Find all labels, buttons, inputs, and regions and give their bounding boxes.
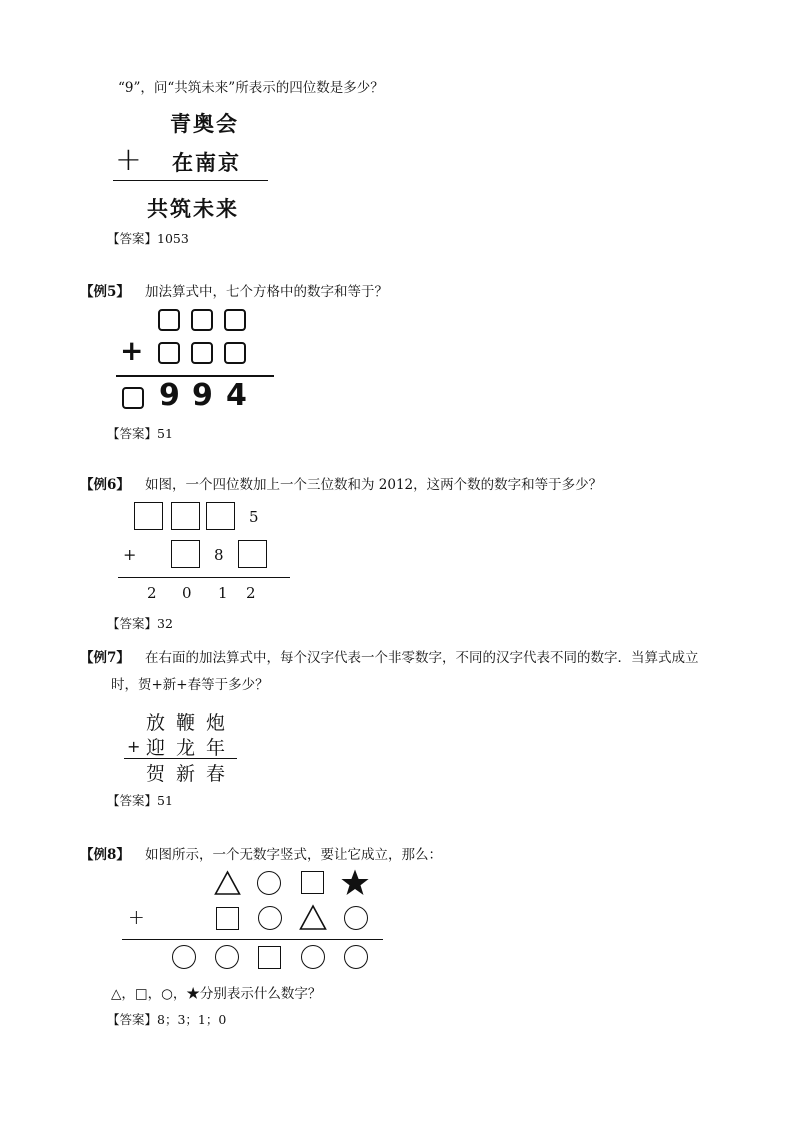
ex5-box-b3: [224, 342, 246, 364]
ex8-triangle-icon: [299, 904, 327, 931]
ex6-row1-digit: 5: [249, 508, 259, 526]
ex5-plus-sign: +: [120, 334, 144, 367]
ex6-result-digit-1: 2: [147, 584, 157, 602]
intro-question: “9”，问“共筑未来”所表示的四位数是多少？: [118, 80, 384, 96]
ex8-question: 如图所示，一个无数字竖式，要让它成立，那么：: [145, 847, 442, 863]
intro-sum-line: [113, 180, 268, 181]
ex7-result-char-2: 新: [176, 763, 196, 785]
ex7-question-line1: 在右面的加法算式中，每个汉字代表一个非零数字，不同的汉字代表不同的数字．当算式成立: [145, 650, 699, 666]
ex7-row2-char-2: 龙: [176, 737, 196, 759]
ex5-box-a1: [158, 309, 180, 331]
ex7-row1-char-2: 鞭: [176, 712, 196, 734]
ex7-result-char-3: 春: [206, 763, 226, 785]
ex5-sum-line: [116, 375, 274, 377]
ex8-sum-line: [122, 939, 383, 940]
ex7-row2-char-1: 迎: [146, 737, 166, 759]
ex8-square-icon: [301, 871, 324, 894]
ex5-result-digit-1: 9: [159, 378, 180, 413]
ex6-box-b2: [238, 540, 267, 568]
ex8-circle-icon: [172, 945, 196, 969]
ex5-box-b2: [191, 342, 213, 364]
ex7-row1-char-3: 炮: [206, 712, 226, 734]
intro-answer: 【答案】1053: [107, 231, 189, 246]
ex7-question-line2: 时，贺+新+春等于多少？: [111, 677, 269, 693]
ex5-result-digit-2: 9: [192, 378, 213, 413]
ex8-follow-up: △，□，○，★分别表示什么数字？: [111, 986, 322, 1002]
ex6-answer: 【答案】32: [107, 616, 173, 631]
ex6-box-a1: [134, 502, 163, 530]
ex6-result-digit-3: 1: [218, 584, 228, 602]
ex8-circle-icon: [344, 906, 368, 930]
ex6-result-digit-2: 0: [182, 584, 192, 602]
ex6-label: 【例6】: [80, 477, 130, 493]
ex7-row2-char-3: 年: [206, 737, 226, 759]
ex5-box-b1: [158, 342, 180, 364]
ex8-triangle-icon: [214, 870, 241, 896]
ex6-box-b1: [171, 540, 200, 568]
ex5-result-digit-3: 4: [226, 378, 247, 413]
ex8-plus-sign: +: [128, 905, 145, 929]
ex7-answer: 【答案】51: [107, 793, 173, 808]
ex8-circle-icon: [258, 906, 282, 930]
ex5-label: 【例5】: [80, 284, 130, 300]
intro-row2: 在南京: [172, 150, 241, 175]
ex5-question: 加法算式中，七个方格中的数字和等于？: [145, 284, 388, 300]
intro-plus-sign: +: [115, 140, 142, 178]
ex8-answer: 【答案】8；3；1；0: [107, 1012, 227, 1027]
ex6-plus-sign: +: [123, 545, 137, 564]
ex5-box-a3: [224, 309, 246, 331]
ex7-label: 【例7】: [80, 650, 130, 666]
ex5-answer: 【答案】51: [107, 426, 173, 441]
ex8-circle-icon: [215, 945, 239, 969]
ex5-box-a2: [191, 309, 213, 331]
ex8-label: 【例8】: [80, 847, 130, 863]
ex6-result-digit-4: 2: [246, 584, 256, 602]
ex8-star-icon: [340, 868, 370, 897]
ex8-circle-icon: [344, 945, 368, 969]
ex8-square-icon: [216, 907, 239, 930]
ex8-square-icon: [258, 946, 281, 969]
ex8-circle-icon: [257, 871, 281, 895]
ex5-box-c1: [122, 387, 144, 409]
ex7-result-char-1: 贺: [146, 763, 166, 785]
intro-result: 共筑未来: [147, 196, 239, 221]
ex6-sum-line: [118, 577, 290, 578]
ex6-box-a2: [171, 502, 200, 530]
ex7-row1-char-1: 放: [146, 712, 166, 734]
ex6-question: 如图，一个四位数加上一个三位数和为 2012，这两个数的数字和等于多少？: [145, 477, 603, 493]
intro-row1: 青奥会: [170, 111, 239, 136]
ex8-circle-icon: [301, 945, 325, 969]
ex6-box-a3: [206, 502, 235, 530]
ex6-row2-digit: 8: [214, 546, 224, 564]
ex7-plus-sign: +: [127, 737, 141, 756]
